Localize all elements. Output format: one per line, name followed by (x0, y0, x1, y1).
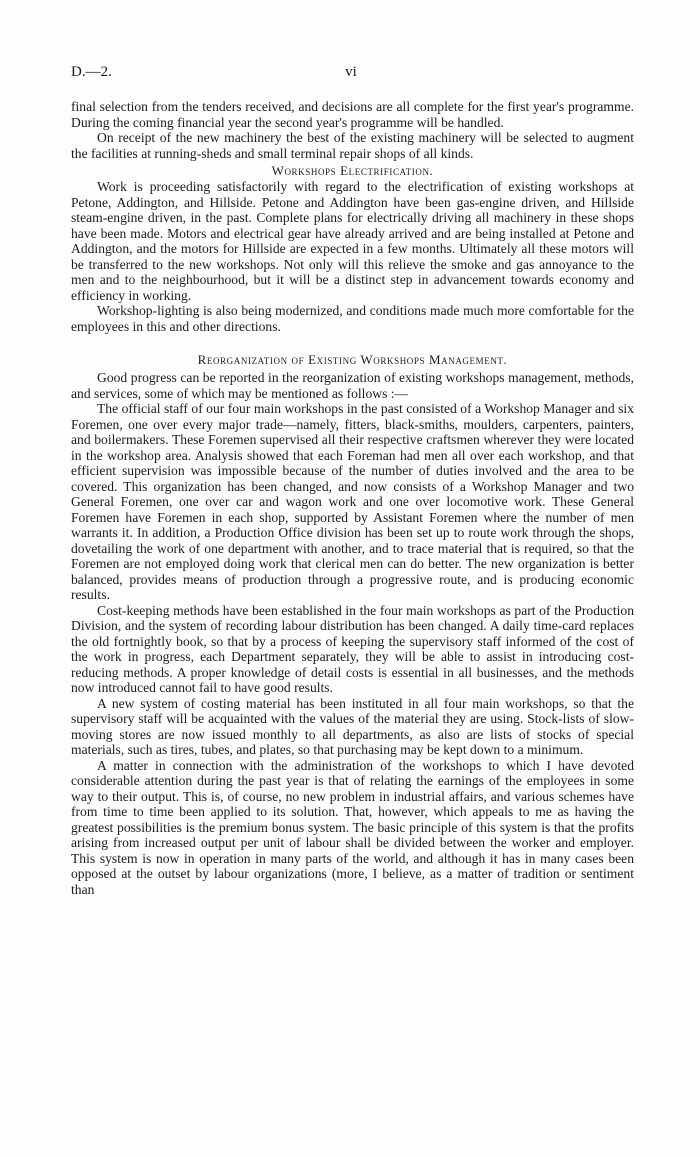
heading-reorganization: Reorganization of Existing Workshops Management. (197, 352, 508, 367)
paragraph-costing-material: A new system of costing material has been instituted in all four main workshops, so that the supervisory staff will be acquainted with the values of the material they are using. Stock-lists of slow-moving stores are now issued monthly to all departments, as also are lists of stocks of special materials, such as tires, tubes, and plates, so that purchasing may be kept down to a minimum. (71, 695, 634, 757)
paragraph-electrification: Work is proceeding satisfactorily with regard to the electrification of existing workshops at Petone, Addington, and Hillside. Petone and Addington have been gas-engine driven, and Hillside steam-engine driven, in the past. Complete plans for electrically driving all machinery in these shops have been made. Motors and electrical gear have already arrived and are being installed at Petone and Addington, and the motors for Hillside are expected in a few months. Ultimately all these motors will be transferred to the new workshops. Not only will this relieve the smoke and gas annoyance to the men and to the neighbourhood, but it will be a distinct step in advancement towards economy and efficiency in working. (71, 179, 634, 303)
paragraph-continued: final selection from the tenders received, and decisions are all complete for the first year's programme. During the coming financial year the second year's programme will be handled. (71, 99, 634, 130)
paragraph-premium-bonus: A matter in connection with the administration of the workshops to which I have devoted considerable attention during the past year is that of relating the earnings of the employees in some way to their output. This is, of course, no new problem in industrial affairs, and various schemes have from time to time been applied to its solution. That, however, which appeals to me as having the greatest possibilities is the premium bonus system. The basic principle of this system is that the profits arising from increased output per unit of labour shall be divided between the worker and employer. This system is now in operation in many parts of the world, and although it has in many cases been opposed at the outset by labour organizations (more, I believe, as a matter of tradition or sentiment than (71, 757, 634, 897)
paragraph-good-progress: Good progress can be reported in the reorganization of existing workshops management, methods, and services, some of which may be mentioned as follows :— (71, 370, 634, 401)
page-header (71, 64, 631, 82)
paragraph-workshop-lighting: Workshop-lighting is also being modernized, and conditions made much more comfortable for the employees in this and other directions. (71, 303, 634, 334)
paragraph-cost-keeping: Cost-keeping methods have been established in the four main workshops as part of the Production Division, and the system of recording labour distribution has been changed. A daily time-card replaces the old fortnightly book, so that by a process of keeping the supervisory staff informed of the cost of the work in progress, each Department separately, they will be able to assist in introducing cost-reducing methods. A proper knowledge of detail costs is essential in all businesses, and the methods now introduced cannot fail to have good results. (71, 602, 634, 695)
paragraph-new-machinery: On receipt of the new machinery the best of the existing machinery will be selected to augment the facilities at running-sheds and small terminal repair shops of all kinds. (71, 130, 634, 161)
body-text (71, 99, 634, 897)
paragraph-official-staff: The official staff of our four main workshops in the past consisted of a Workshop Manager and six Foremen, one over every major trade—namely, fitters, black-smiths, moulders, carpenters, painters, and boilermakers. These Foremen supervised all their respective craftsmen wherever they were located in the workshop area. Analysis showed that each Foreman had men all over each workshop, and that efficient supervision was impossible because of the number of duties involved and the area to be covered. This organization has been changed, and now consists of a Workshop Manager and two General Foremen, one over car and wagon work and one over locomotive work. These General Foremen have Foremen in each shop, supported by Assistant Foremen where the number of men warrants it. In addition, a Production Office division has been set up to route work through the shops, dovetailing the work of one department with another, and to trace material that is required, so that the Foremen are not employed doing work that clerical men can do better. The new organization is better balanced, provides means of production through a progressive route, and is producing economic results. (71, 401, 634, 602)
document-reference: D.—2. (71, 64, 112, 80)
page-number: vi (345, 64, 357, 80)
heading-workshops-electrification: Workshops Electrification. (271, 163, 434, 178)
